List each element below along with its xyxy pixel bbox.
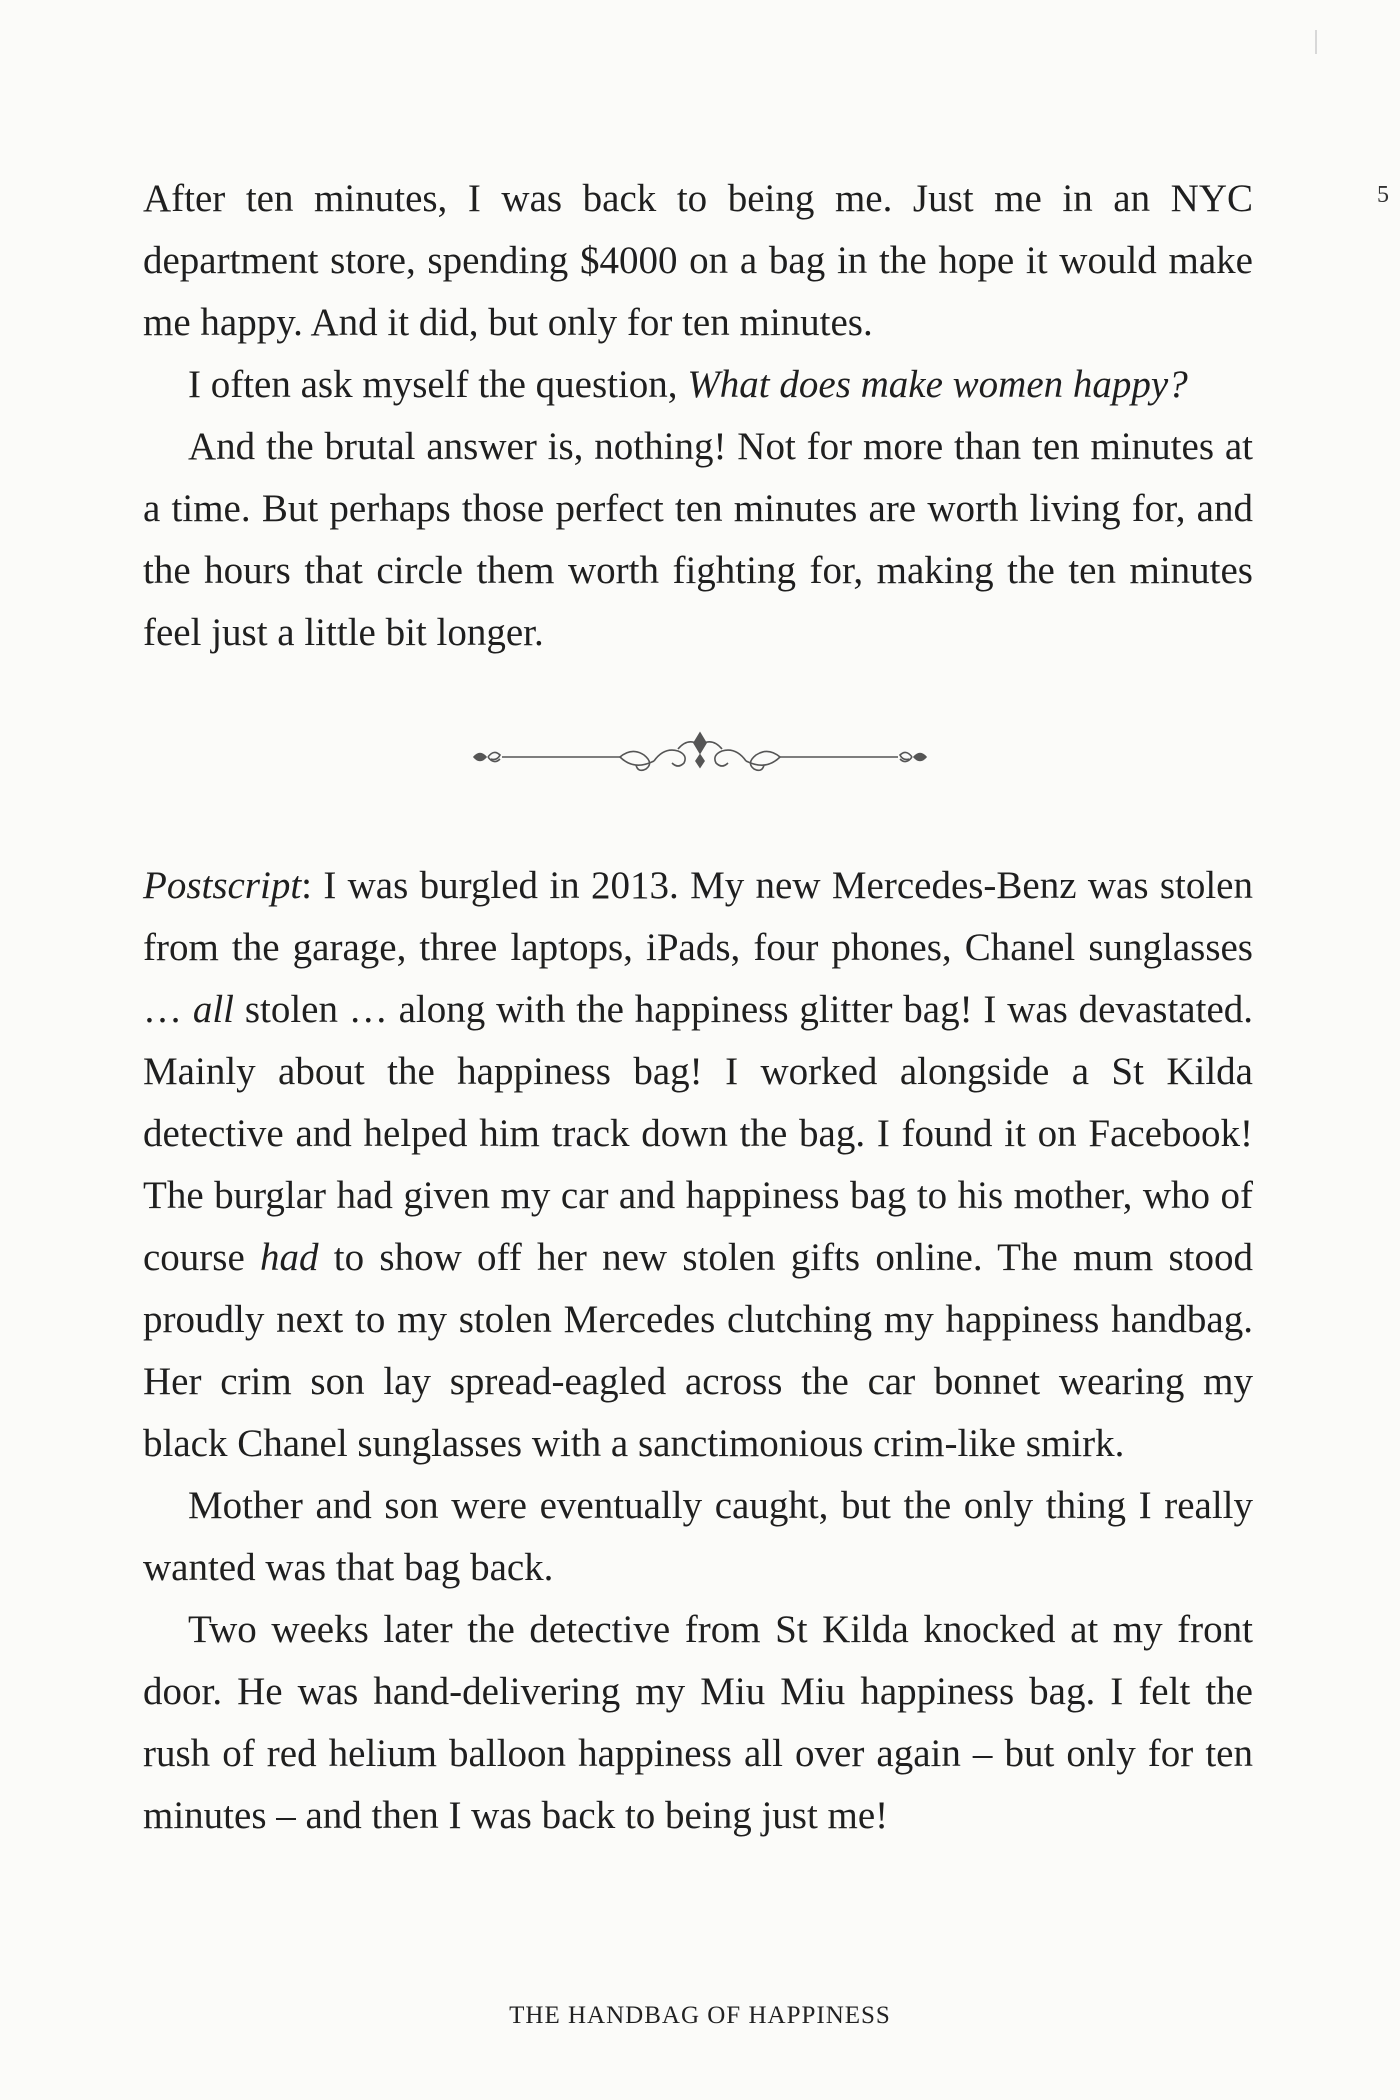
text-segment: And the brutal answer is, nothing! Not for more than ten minutes at a time. But perhaps those perfect ten minutes are worth living for, and the hours that circle them worth fighting for, making the ten minutes feel just a little bit longer. bbox=[143, 425, 1253, 654]
page-number: 5 bbox=[1377, 182, 1389, 208]
text-block-bottom bbox=[143, 855, 1253, 1847]
paragraph bbox=[143, 354, 1253, 416]
scan-artifact bbox=[1315, 30, 1317, 54]
text-segment: After ten minutes, I was back to being me. Just me in an NYC department store, spending $4000 on a bag in the hope it would make me happy. And it did, but only for ten minutes. bbox=[143, 177, 1253, 344]
text-segment: stolen … along with the happiness glitter bag! I was devastated. Mainly about the happiness bag! I worked alongside a St Kilda detective and helped him track down the bag. I found it on Facebook! The burglar had given my car and happiness bag to his mother, who of course bbox=[143, 988, 1254, 1279]
paragraph bbox=[143, 416, 1253, 664]
paragraph bbox=[143, 168, 1253, 354]
running-footer: THE HANDBAG OF HAPPINESS bbox=[509, 2002, 891, 2029]
text-segment: to show off her new stolen gifts online. The mum stood proudly next to my stolen Mercedes clutching my happiness handbag. Her crim son lay spread-eagled across the car bonnet wearing my black Chanel sunglasses with a sanctimonious crim-like smirk. bbox=[143, 1236, 1253, 1465]
text-segment: Two weeks later the detective from St Kilda knocked at my front door. He was hand-delivering my Miu Miu happiness bag. I felt the rush of red helium balloon happiness all over again – but only for ten minutes – and then I was back to being just me! bbox=[143, 1608, 1253, 1837]
italic-text: Postscript bbox=[143, 864, 302, 907]
text-segment: I often ask myself the question, bbox=[188, 363, 688, 406]
italic-text: had bbox=[260, 1236, 319, 1279]
text-segment: Mother and son were eventually caught, but the only thing I really wanted was that bag back. bbox=[143, 1484, 1253, 1589]
italic-text: What does make women happy? bbox=[687, 363, 1188, 406]
paragraph bbox=[143, 1599, 1253, 1847]
text-block-top bbox=[143, 168, 1253, 664]
paragraph bbox=[143, 855, 1253, 1475]
text-segment: : I was burgled in 2013. My new Mercedes-Benz was stolen from the garage, three laptops, iPads, four phones, Chanel sunglasses … bbox=[143, 864, 1253, 1031]
flourish-divider-icon bbox=[470, 727, 930, 787]
italic-text: all bbox=[192, 988, 234, 1031]
paragraph bbox=[143, 1475, 1253, 1599]
